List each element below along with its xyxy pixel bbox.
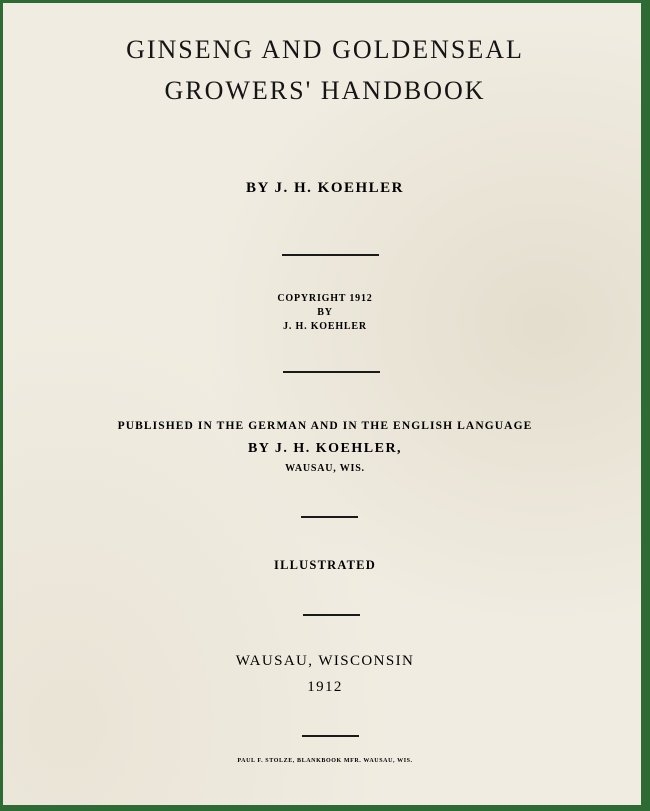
author-line: BY J. H. KOEHLER <box>245 180 405 196</box>
divider-rule-3 <box>301 516 358 518</box>
year-line: 1912 <box>307 679 343 695</box>
place-line: WAUSAU, WISCONSIN <box>235 653 415 669</box>
copyright-line-3: J. H. KOEHLER <box>283 321 367 332</box>
divider-rule-2 <box>283 371 380 373</box>
printer-imprint: PAUL F. STOLZE, BLANKBOOK MFR. WAUSAU, WIS. <box>237 758 413 764</box>
divider-rule-4 <box>303 614 360 616</box>
title-line-1: GINSENG AND GOLDENSEAL <box>126 35 524 64</box>
divider-rule-5 <box>302 735 359 737</box>
published-line-3: WAUSAU, WIS. <box>285 463 365 474</box>
copyright-line-1: COPYRIGHT 1912 <box>277 293 373 304</box>
illustrated-label: ILLUSTRATED <box>274 558 376 572</box>
published-line-2: BY J. H. KOEHLER, <box>247 441 403 456</box>
copyright-line-2: BY <box>317 307 333 318</box>
published-line-1: PUBLISHED IN THE GERMAN AND IN THE ENGLISH LANGUAGE <box>117 420 533 432</box>
title-line-2: GROWERS' HANDBOOK <box>164 76 486 105</box>
divider-rule-1 <box>282 254 379 256</box>
